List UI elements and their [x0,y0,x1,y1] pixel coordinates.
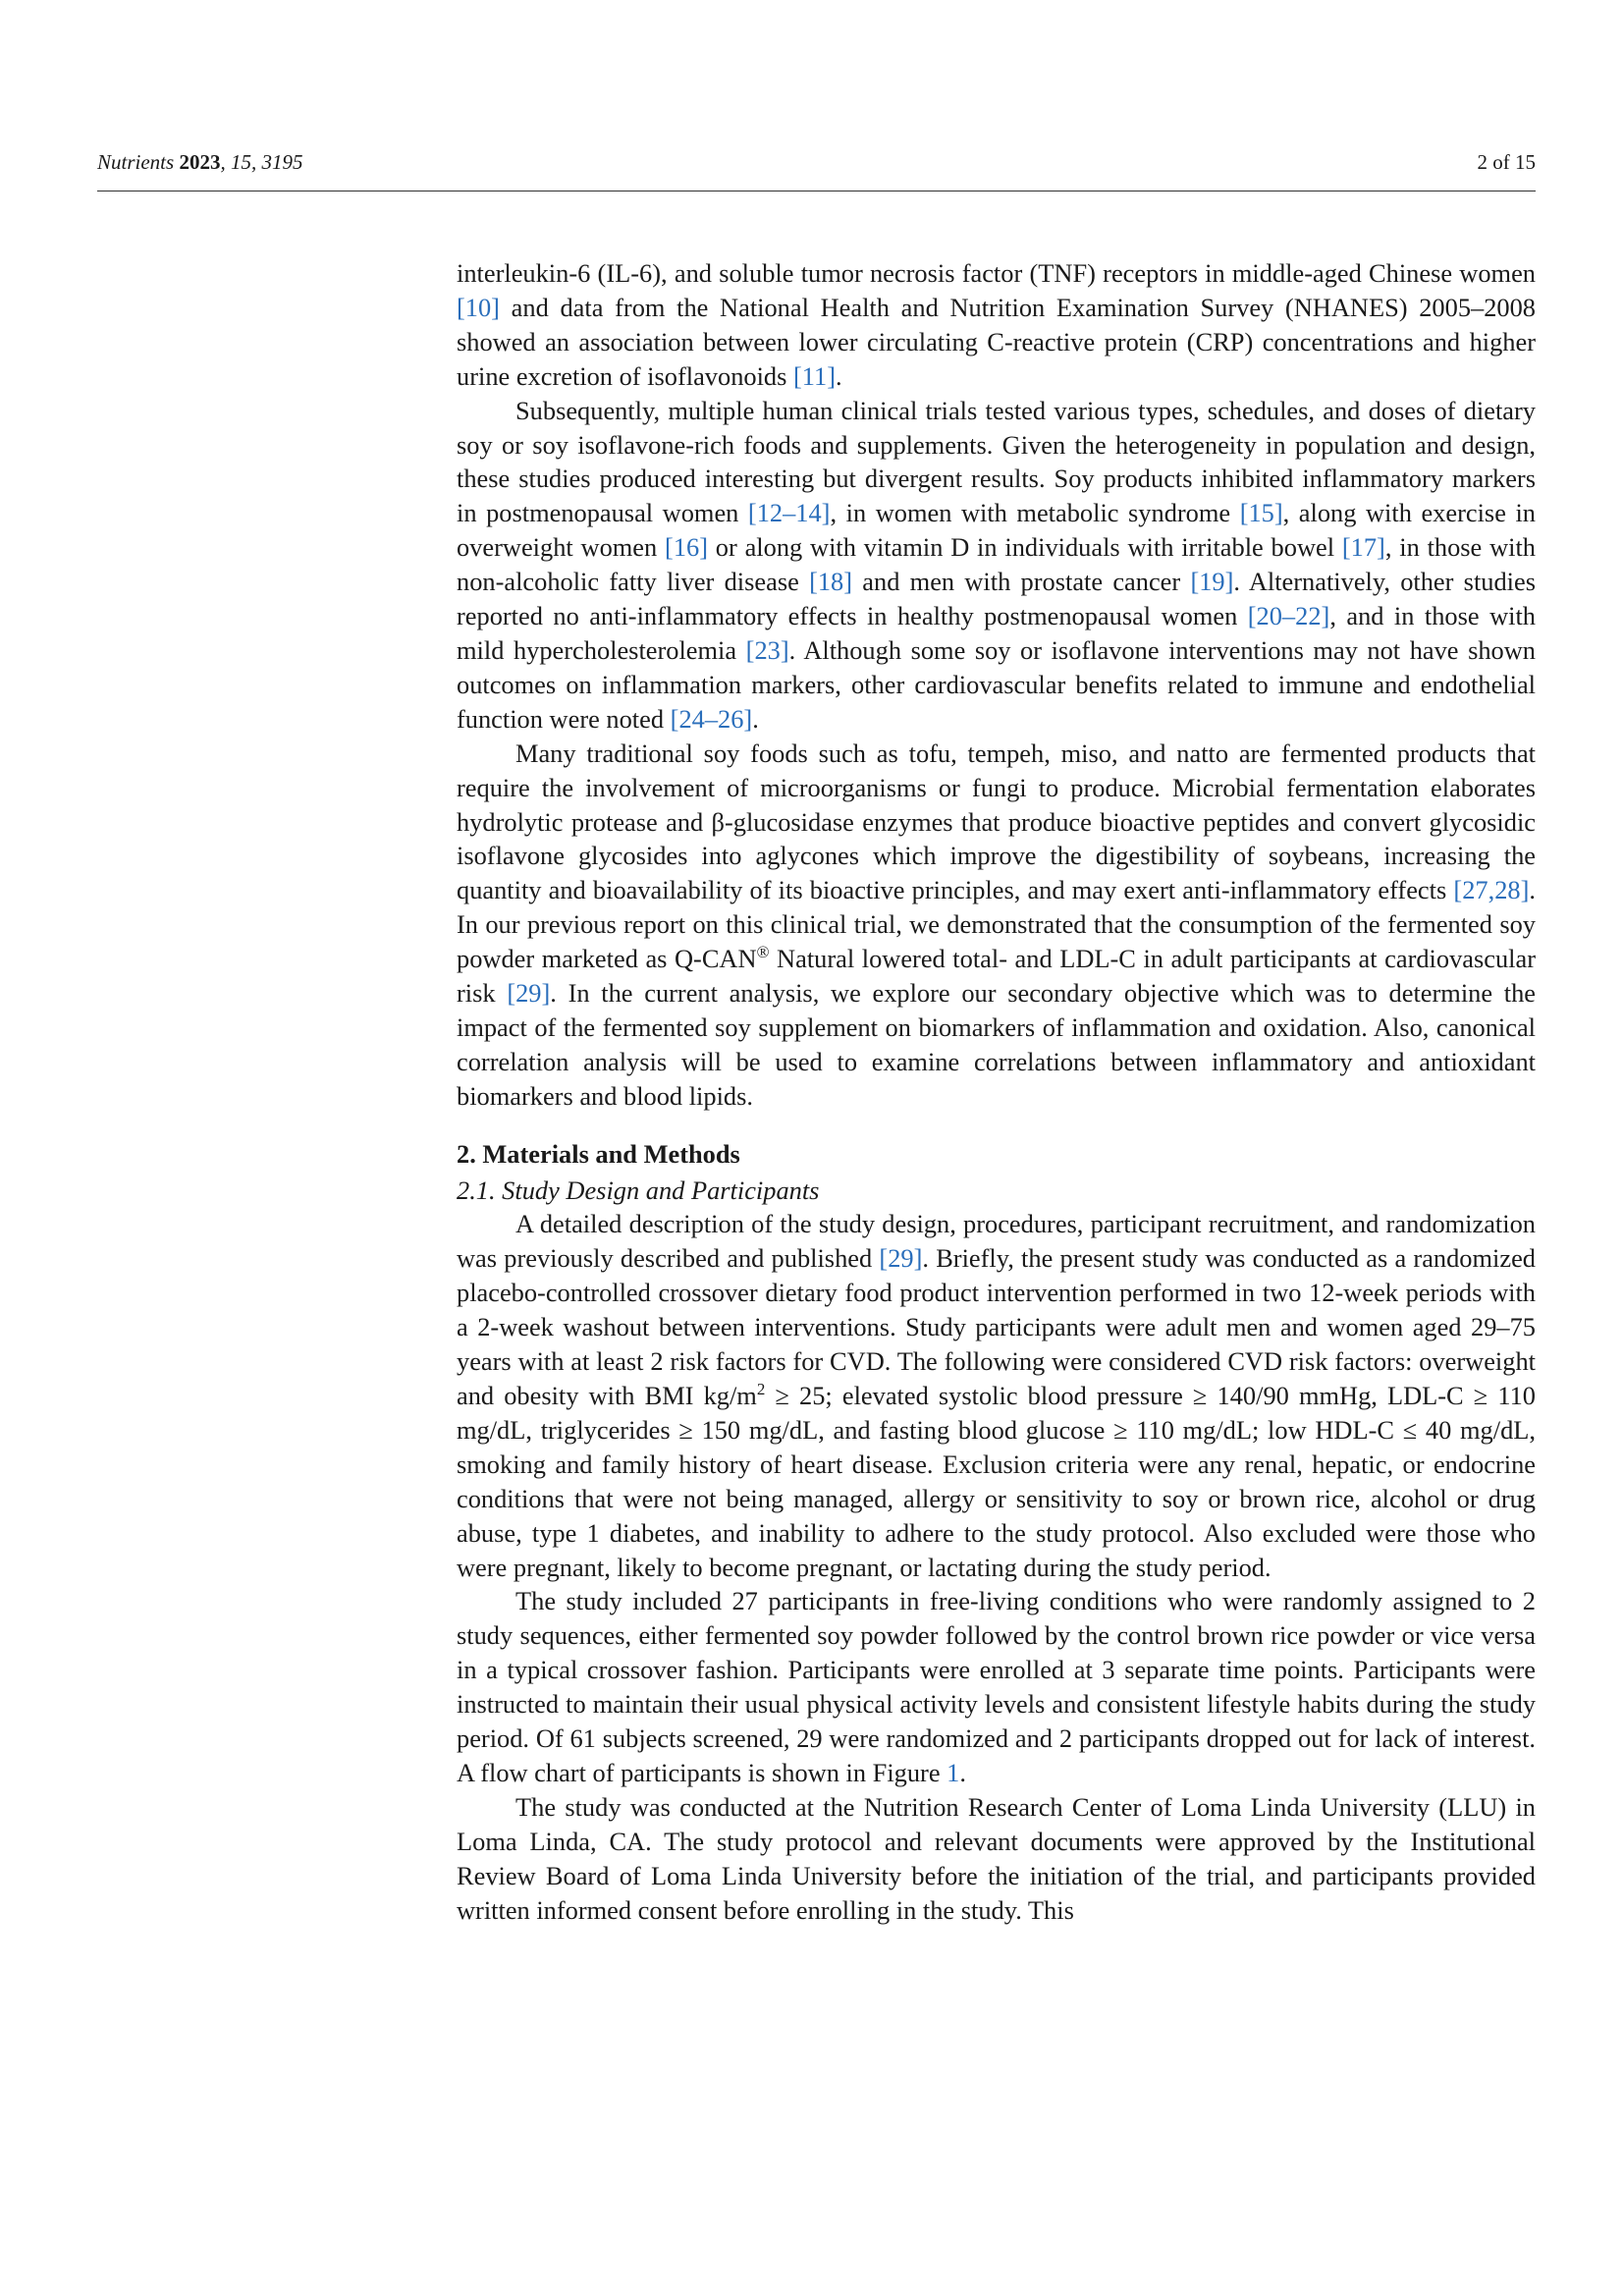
text: The study included 27 participants in free-living conditions who were randomly assigned to 2 study sequences, either fermented soy powder followed by the control brown rice powder or vice versa in a typical crossover fashion. Participants were enrolled at 3 separate time points. Participants were instructed to maintain their usual physical activity levels and consistent lifestyle habits during the study period. Of 61 subjects screened, 29 were randomized and 2 participants dropped out for lack of interest. A flow chart of participants is shown in Figure [457,1586,1536,1787]
citation-link[interactable]: [16] [665,532,708,563]
paragraph-study-site [457,1790,1536,1928]
text: . [959,1757,966,1787]
journal-year: 2023 [179,150,221,174]
journal-volume-issue: , 15, 3195 [220,150,303,174]
running-header [97,150,1536,190]
citation-link[interactable]: [15] [1239,498,1283,528]
citation-link[interactable]: [10] [457,292,500,322]
text: and data from the National Health and Nutrition Examination Survey (NHANES) 2005–2008 showed an association between lower circulating C-reactive protein (CRP) concentrations and higher urine excretion of isoflavonoids [457,292,1536,391]
text: . In our previous report on this clinical trial, we demonstrated that the consumption of the fermented soy powder marketed as Q-CAN [457,875,1536,974]
registered-mark: ® [756,943,770,962]
citation-link[interactable]: [23] [745,634,789,665]
section-heading: 2. Materials and Methods [457,1138,740,1169]
citation-link[interactable]: [24–26] [670,703,753,734]
paragraph-participants [457,1584,1536,1789]
citation-link[interactable]: [17] [1341,532,1385,563]
paragraph-inflammation-studies [457,256,1536,394]
journal-citation [97,150,302,175]
text: , in women with metabolic syndrome [830,498,1240,528]
page-number: 2 of 15 [1477,150,1536,174]
subsection-heading: 2.1. Study Design and Participants [457,1175,820,1205]
citation-link[interactable]: [29] [507,978,551,1009]
text: , and in those with mild hypercholesterolemia [457,601,1536,665]
citation-link[interactable]: [18] [809,567,853,597]
text: . [752,703,759,734]
text: . [836,360,842,391]
text: Many traditional soy foods such as tofu, tempeh, miso, and natto are fermented products that require the involvement of microorganisms or fungi to produce. Microbial fermentation elaborates hydrolytic protease and β-glucosidase enzymes that produce bioactive peptides and convert glycosidic isoflavone glycosides into aglycones which improve the digestibility of soybeans, increasing the quantity and bioavailability of its bioactive principles, and may exert anti-inflammatory effects [457,738,1536,905]
citation-link[interactable]: [12–14] [747,498,831,528]
article-body [457,256,1536,1928]
superscript: 2 [756,1380,766,1399]
text: The study was conducted at the Nutrition Research Center of Loma Linda University (LLU) in Loma Linda, CA. The study protocol and relevant documents were approved by the Institutional Review Board of Loma Linda University before the initiation of the trial, and participants provided written informed consent before enrolling in the study. This [457,1791,1536,1925]
text: . In the current analysis, we explore our secondary objective which was to determine the impact of the fermented soy supplement on biomarkers of inflammation and oxidation. Also, canonical correlation analysis will be used to examine correlations between inflammatory and antioxidant biomarkers and blood lipids. [457,978,1537,1111]
text: Subsequently, multiple human clinical trials tested various types, schedules, and doses of dietary soy or soy isoflavone-rich foods and supplements. Given the heterogeneity in population and design, these studies produced interesting but divergent results. Soy products inhibited inflammatory markers in postmenopausal women [457,395,1536,528]
text: interleukin-6 (IL-6), and soluble tumor necrosis factor (TNF) receptors in middle-aged Chinese women [457,258,1536,288]
text: , in those with non-alcoholic fatty liver disease [457,532,1536,597]
text: . Briefly, the present study was conducted as a randomized placebo-controlled crossover dietary food product intervention performed in two 12-week periods with a 2-week washout between interventions. Study participants were adult men and women aged 29–75 years with at least 2 risk factors for CVD. The following were considered CVD risk factors: overweight and obesity with BMI kg/m [457,1243,1536,1410]
paragraph-study-design [457,1207,1536,1584]
citation-link[interactable]: [11] [793,360,836,391]
text: . Alternatively, other studies reported no anti-inflammatory effects in healthy postmenopausal women [457,567,1536,631]
text: and men with prostate cancer [852,567,1191,597]
paragraph-clinical-trials [457,394,1536,737]
citation-link[interactable]: [20–22] [1247,601,1330,631]
text: Natural lowered total- and LDL-C in adult participants at cardiovascular risk [457,944,1536,1009]
text: . Although some soy or isoflavone interventions may not have shown outcomes on inflammation markers, other cardiovascular benefits related to immune and endothelial function were noted [457,634,1536,734]
journal-name: Nutrients [97,150,175,174]
citation-link[interactable]: [19] [1190,567,1234,597]
citation-link[interactable]: [29] [879,1243,923,1274]
text: , along with exercise in overweight women [457,498,1536,563]
text: A detailed description of the study design, procedures, participant recruitment, and randomization was previously described and published [457,1209,1536,1274]
paragraph-fermented-soy [457,737,1536,1114]
citation-link[interactable]: [27,28] [1453,875,1530,905]
text: or along with vitamin D in individuals with irritable bowel [708,532,1342,563]
text: ≥ 25; elevated systolic blood pressure ≥ 140/90 mmHg, LDL-C ≥ 110 mg/dL, triglycerides ≥ 150 mg/dL, and fasting blood glucose ≥ 110 mg/dL; low HDL-C ≤ 40 mg/dL, smoking and family history of heart disease. Exclusion criteria were any renal, hepatic, or endocrine conditions that were not being managed, allergy or sensitivity to soy or brown rice, alcohol or drug abuse, type 1 diabetes, and inability to adhere to the study protocol. Also excluded were those who were pregnant, likely to become pregnant, or lactating during the study period. [457,1381,1536,1582]
figure-link[interactable]: 1 [947,1757,960,1787]
